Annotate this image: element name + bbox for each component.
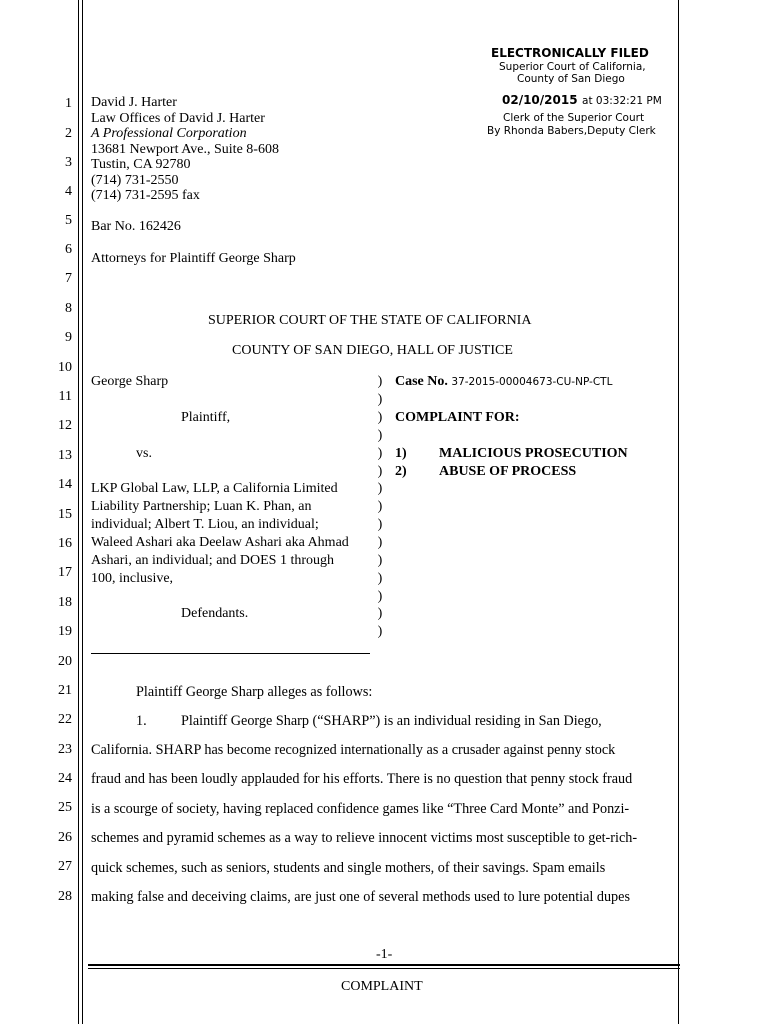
body-line: making false and deceiving claims, are just one of several methods used to lure potential dupes	[91, 889, 630, 905]
caption-paren: )	[377, 428, 383, 443]
line-number: 6	[65, 242, 72, 257]
body-line: quick schemes, such as seniors, students and single mothers, of their savings. Spam emails	[91, 860, 606, 876]
defendant-line: individual; Albert T. Liou, an individual;	[91, 517, 319, 532]
line-number: 26	[58, 830, 72, 845]
body-line: is a scourge of society, having replaced confidence games like “Three Card Monte” and Ponzi-	[91, 801, 630, 817]
body-line: Plaintiff George Sharp (“SHARP”) is an individual residing in San Diego,	[181, 713, 602, 729]
defendant-line: LKP Global Law, LLP, a California Limited	[91, 481, 338, 496]
line-number: 27	[58, 859, 72, 874]
line-number: 8	[65, 301, 72, 316]
paragraph-number: 1.	[136, 713, 147, 729]
left-margin-rule-outer	[78, 0, 79, 1024]
caption-paren: )	[377, 589, 383, 604]
left-margin-rule-inner	[82, 0, 83, 1024]
court-name: SUPERIOR COURT OF THE STATE OF CALIFORNIA	[208, 313, 532, 328]
line-number: 5	[65, 213, 72, 228]
cause-number: 2)	[395, 464, 407, 479]
cause-title: ABUSE OF PROCESS	[439, 464, 577, 479]
caption-underline	[91, 653, 370, 654]
attorney-fax: (714) 731-2595 fax	[91, 188, 200, 203]
caption-paren: )	[377, 535, 383, 550]
stamp-county: County of San Diego	[517, 73, 625, 85]
line-number: 16	[58, 536, 72, 551]
line-number: 7	[65, 271, 72, 286]
defendant-line: 100, inclusive,	[91, 571, 174, 586]
defendant-line: Liability Partnership; Luan K. Phan, an	[91, 499, 312, 514]
caption-paren: )	[377, 624, 383, 639]
attorney-name: David J. Harter	[91, 95, 177, 110]
caption-paren: )	[377, 446, 383, 461]
complaint-for-heading: COMPLAINT FOR:	[395, 410, 520, 425]
caption-paren: )	[377, 499, 383, 514]
line-number: 20	[58, 654, 72, 669]
plaintiff-label: Plaintiff,	[181, 410, 231, 425]
line-number: 14	[58, 477, 72, 492]
stamp-time: at 03:32:21 PM	[582, 95, 662, 107]
attorney-firm: Law Offices of David J. Harter	[91, 111, 265, 126]
attorney-bar-number: Bar No. 162426	[91, 219, 181, 234]
line-number: 28	[58, 889, 72, 904]
line-number: 2	[65, 126, 72, 141]
attorney-role: Attorneys for Plaintiff George Sharp	[91, 251, 296, 266]
footer-title: COMPLAINT	[341, 979, 423, 994]
stamp-clerk: Clerk of the Superior Court	[503, 112, 645, 124]
caption-paren: )	[377, 392, 383, 407]
line-number: 10	[58, 360, 72, 375]
body-line: California. SHARP has become recognized internationally as a crusader against penny stock	[91, 742, 616, 758]
case-number-label: Case No.	[395, 374, 448, 389]
line-number: 21	[58, 683, 72, 698]
line-number: 19	[58, 624, 72, 639]
caption-paren: )	[377, 410, 383, 425]
caption-paren: )	[377, 571, 383, 586]
stamp-datetime	[502, 92, 662, 108]
line-number: 13	[58, 448, 72, 463]
stamp-title: ELECTRONICALLY FILED	[491, 46, 649, 60]
footer-rule-top	[88, 964, 680, 966]
plaintiff-name: George Sharp	[91, 374, 169, 389]
court-county: COUNTY OF SAN DIEGO, HALL OF JUSTICE	[232, 343, 513, 358]
defendant-line: Ashari, an individual; and DOES 1 through	[91, 553, 335, 568]
versus-label: vs.	[136, 446, 152, 461]
body-intro: Plaintiff George Sharp alleges as follows:	[136, 684, 373, 700]
line-number: 4	[65, 184, 72, 199]
body-line: fraud and has been loudly applauded for his efforts. There is no question that penny stock fraud	[91, 771, 633, 787]
caption-paren: )	[377, 606, 383, 621]
caption-paren: )	[377, 481, 383, 496]
caption-paren: )	[377, 553, 383, 568]
line-number: 25	[58, 800, 72, 815]
caption-paren: )	[377, 464, 383, 479]
caption-paren: )	[377, 517, 383, 532]
line-number: 11	[58, 389, 72, 404]
stamp-court: Superior Court of California,	[499, 61, 646, 73]
stamp-date: 02/10/2015	[502, 93, 578, 107]
line-number: 23	[58, 742, 72, 757]
caption-paren: )	[377, 374, 383, 389]
body-line: schemes and pyramid schemes as a way to relieve innocent victims most susceptible to get-rich-	[91, 830, 638, 846]
cause-number: 1)	[395, 446, 407, 461]
footer-rule-bottom	[88, 968, 680, 969]
defendant-line: Waleed Ashari aka Deelaw Ashari aka Ahmad	[91, 535, 349, 550]
attorney-corp: A Professional Corporation	[91, 126, 247, 141]
line-number: 1	[65, 96, 72, 111]
case-number: 37-2015-00004673-CU-NP-CTL	[451, 376, 613, 388]
case-number-row	[395, 374, 612, 390]
attorney-address2: Tustin, CA 92780	[91, 157, 191, 172]
right-margin-rule	[678, 0, 679, 1024]
cause-title: MALICIOUS PROSECUTION	[439, 446, 628, 461]
line-number: 3	[65, 155, 72, 170]
attorney-address1: 13681 Newport Ave., Suite 8-608	[91, 142, 279, 157]
line-number: 9	[65, 330, 72, 345]
line-number: 22	[58, 712, 72, 727]
line-number: 15	[58, 507, 72, 522]
line-number: 12	[58, 418, 72, 433]
line-number: 24	[58, 771, 72, 786]
page-number: -1-	[376, 947, 393, 962]
defendant-label: Defendants.	[181, 606, 249, 621]
stamp-deputy: By Rhonda Babers,Deputy Clerk	[487, 125, 656, 137]
attorney-phone: (714) 731-2550	[91, 173, 179, 188]
line-number: 18	[58, 595, 72, 610]
line-number: 17	[58, 565, 72, 580]
